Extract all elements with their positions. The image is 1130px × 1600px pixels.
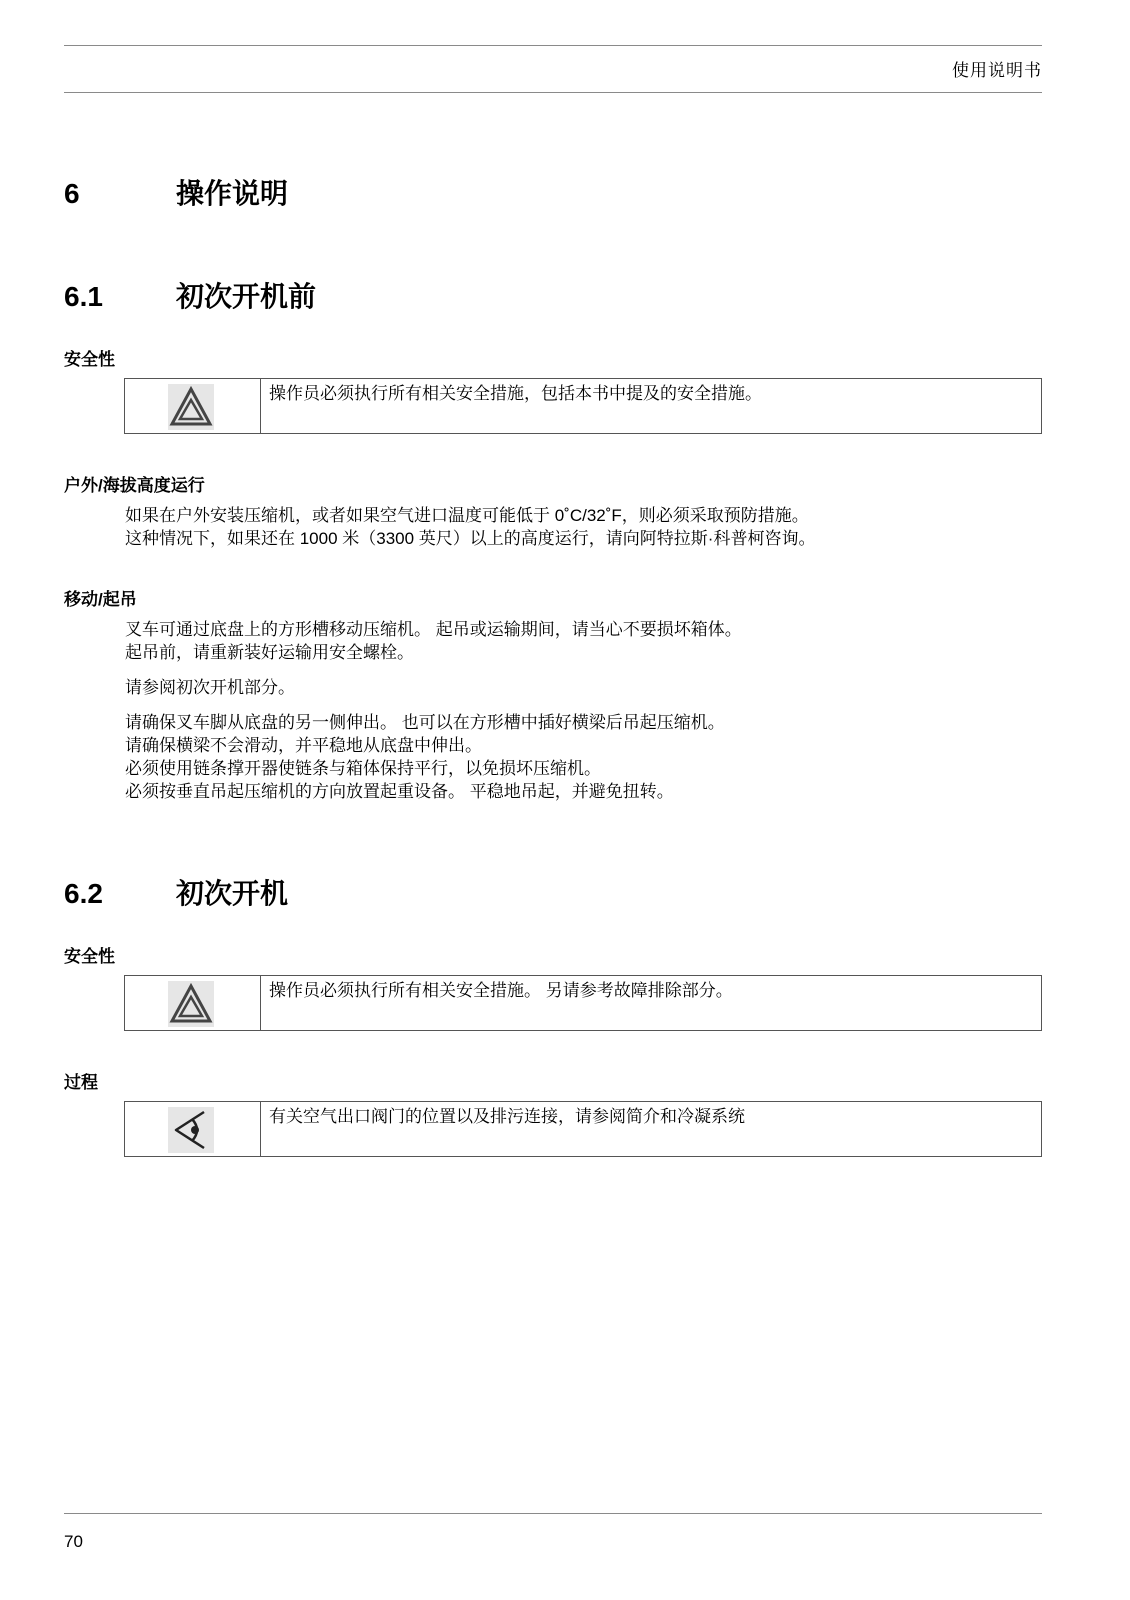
safety-note-box-6-2 xyxy=(124,975,1042,1031)
text-line: 如果在户外安装压缩机，或者如果空气进口温度可能低于 0˚C/32˚F，则必须采取预防措施。 xyxy=(125,506,809,525)
chapter-number: 6 xyxy=(64,178,80,209)
section-number: 6.1 xyxy=(64,281,103,312)
text-line: 叉车可通过底盘上的方形槽移动压缩机。 起吊或运输期间，请当心不要损坏箱体。 xyxy=(125,620,742,639)
section-number: 6.2 xyxy=(64,878,103,909)
safety-note-text: 操作员必须执行所有相关安全措施，包括本书中提及的安全措施。 xyxy=(269,384,762,403)
procedure-note-text: 有关空气出口阀门的位置以及排污连接，请参阅简介和冷凝系统 xyxy=(269,1107,745,1126)
text-line: 必须按垂直吊起压缩机的方向放置起重设备。 平稳地吊起，并避免扭转。 xyxy=(125,782,674,801)
text-line: 必须使用链条撑开器使链条与箱体保持平行，以免损坏压缩机。 xyxy=(125,759,601,778)
document-title: 使用说明书 xyxy=(952,61,1042,80)
section-heading-6-1 xyxy=(64,275,316,315)
text-line: 请确保叉车脚从底盘的另一侧伸出。 也可以在方形槽中插好横梁后吊起压缩机。 xyxy=(125,713,725,732)
subheading-lifting: 移动/起吊 xyxy=(64,590,137,609)
subheading-procedure: 过程 xyxy=(64,1073,98,1092)
header-top-rule xyxy=(64,45,1042,46)
subheading-outdoor: 户外/海拔高度运行 xyxy=(64,476,205,495)
icon-cell xyxy=(125,976,261,1030)
lifting-paragraph-1 xyxy=(125,618,742,664)
safety-note-text: 操作员必须执行所有相关安全措施。 另请参考故障排除部分。 xyxy=(269,981,733,1000)
lifting-paragraph-3 xyxy=(125,711,725,803)
chapter-heading xyxy=(64,172,288,212)
text-line: 请参阅初次开机部分。 xyxy=(125,678,295,697)
chapter-title: 操作说明 xyxy=(176,178,289,209)
safety-note-box-6-1 xyxy=(124,378,1042,434)
icon-cell xyxy=(125,1102,261,1156)
warning-triangle-icon xyxy=(168,981,214,1027)
section-title: 初次开机前 xyxy=(176,281,317,312)
text-line: 这种情况下，如果还在 1000 米（3300 英尺）以上的高度运行，请向阿特拉斯·科普柯咨询。 xyxy=(125,529,816,548)
procedure-note-box xyxy=(124,1101,1042,1157)
subheading-safety-6-1: 安全性 xyxy=(64,350,115,369)
footer-rule xyxy=(64,1513,1042,1514)
subheading-safety-6-2: 安全性 xyxy=(64,947,115,966)
eye-icon xyxy=(168,1107,214,1153)
lifting-paragraph-2 xyxy=(125,676,295,699)
icon-cell xyxy=(125,379,261,433)
section-heading-6-2 xyxy=(64,872,288,912)
text-line: 起吊前，请重新装好运输用安全螺栓。 xyxy=(125,643,414,662)
page-number: 70 xyxy=(64,1532,83,1551)
text-line: 请确保横梁不会滑动，并平稳地从底盘中伸出。 xyxy=(125,736,482,755)
section-title: 初次开机 xyxy=(176,878,289,909)
warning-triangle-icon xyxy=(168,384,214,430)
header-bottom-rule xyxy=(64,92,1042,93)
outdoor-paragraph xyxy=(125,504,815,550)
